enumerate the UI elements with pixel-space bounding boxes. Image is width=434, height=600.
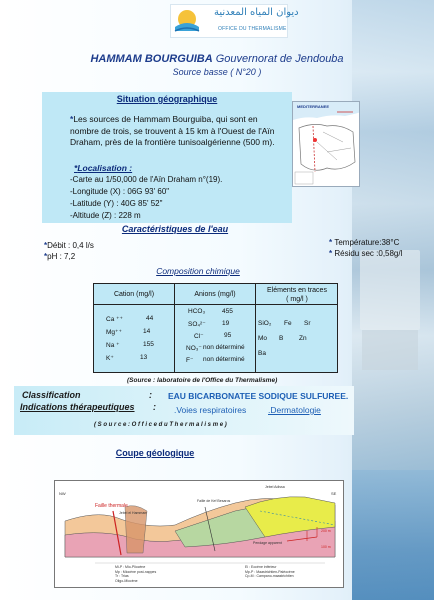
temperature-value: Température:38°C [334, 238, 400, 247]
star-bullet-icon: * [329, 249, 335, 258]
nw-label: NW [59, 491, 66, 496]
anion-name: F⁻ [186, 357, 194, 364]
page-subtitle: Source basse ( N°20 ) [172, 67, 262, 77]
faille-label: Faille thermale [95, 503, 128, 509]
legend-item: Mp : Miocène post-nappes [115, 569, 157, 574]
cation-name: Mg⁺⁺ [106, 329, 122, 336]
traces-header-line1: Eléments en traces [267, 287, 327, 294]
classification-label: Classification [22, 390, 81, 400]
faille-kef-label: Faille de Kef Besaros [197, 499, 231, 503]
table-header-cations: Cation (mg/l) [94, 284, 174, 305]
scale-vertical-label: 200 m [321, 529, 331, 533]
legend-item: Ei : Eocène inférieur [245, 565, 277, 569]
pendage-label: Pendage apparent [253, 541, 282, 545]
anion-value: 95 [224, 332, 232, 339]
cation-name: K⁺ [106, 355, 114, 362]
table-header-traces [256, 284, 338, 305]
decorative-building-photo [360, 250, 420, 330]
debit-value: Débit : 0,4 l/s [47, 241, 94, 250]
logo-french-text: OFFICE DU THERMALISME [218, 26, 287, 32]
debit-item [44, 241, 94, 250]
indications-colon: : [153, 402, 156, 412]
traces-header-line2: ( mg/l ) [286, 296, 308, 303]
star-bullet-icon: * [74, 163, 78, 173]
ph-item [44, 252, 75, 261]
cation-value: 44 [146, 315, 154, 322]
situation-paragraph [70, 114, 288, 149]
trace-element: Ba [258, 350, 266, 357]
situation-text: Les sources de Hammam Bourguiba, qui sont en nombre de trois, se trouvent à 15 km à l'Ouest de l'Aïn Draham, près de la frontière tunisoalgérienne (500 m). [70, 114, 275, 147]
altitude: Altitude (Z) : 228 m [72, 211, 141, 220]
star-bullet-icon: * [329, 238, 335, 247]
indication-respiratory: .Voies respiratoires [174, 405, 247, 415]
trace-element: Sr [304, 320, 311, 327]
characteristics-title: Caractéristiques de l'eau [121, 224, 229, 234]
classification-colon: : [149, 390, 152, 400]
geological-section [54, 480, 344, 588]
trace-element: Fe [284, 320, 292, 327]
scale-horizontal-label: 100 m [321, 545, 331, 549]
title-governorate: Gouvernorat de Jendouba [212, 53, 344, 65]
legend-right [245, 565, 295, 579]
anion-name: NO₃⁻ [186, 345, 202, 352]
classification-value: EAU BICARBONATEE SODIQUE SULFUREE. [168, 391, 349, 401]
map-reference: Carte au 1/50,000 de l'Aïn Draham n°(19). [72, 175, 223, 184]
residu-value: Résidu sec :0,58g/l [334, 249, 403, 258]
cation-name: Ca ⁺⁺ [106, 316, 123, 323]
indications-label: Indications thérapeutiques [20, 402, 135, 412]
cation-name: Na ⁺ [106, 342, 120, 349]
anion-name: SO₄²⁻ [188, 321, 206, 328]
trace-element: B [279, 335, 284, 342]
composition-source: (Source : laboratoire de l'Office du Thermalisme) [127, 377, 278, 384]
situation-title: Situation géographique [116, 94, 218, 104]
trace-element: Mo [258, 335, 268, 342]
source-location-marker-icon [313, 138, 317, 142]
logo-arabic-text: ديوان المياه المعدنية [214, 7, 299, 18]
localisation-title [74, 163, 132, 173]
localisation-label: Localisation : [77, 163, 133, 173]
indication-dermatology: .Dermatologie [268, 405, 321, 415]
legend-item: Cp-M : Campano-maastrichtien [245, 574, 294, 578]
cation-value: 13 [140, 354, 148, 361]
anion-value: 19 [222, 320, 230, 327]
star-bullet-icon: * [44, 252, 48, 261]
star-bullet-icon: * [44, 241, 48, 250]
geology-title: Coupe géologique [115, 448, 195, 458]
title-name: HAMMAM BOURGUIBA [90, 53, 213, 65]
se-label: SE [331, 491, 337, 496]
trace-element: SiO₂ [258, 320, 272, 327]
localisation-item: -Altitude (Z) : 228 m [70, 211, 141, 220]
map-sea-label: MEDITERRANEE [297, 104, 330, 109]
decorative-building-photo [362, 330, 418, 370]
anion-name: Cl⁻ [194, 333, 204, 340]
localisation-item: -Carte au 1/50,000 de l'Aïn Draham n°(19). [70, 175, 223, 184]
location-map [292, 101, 360, 187]
anion-value: non déterminé [203, 356, 245, 363]
localisation-item: -Latitude (Y) : 40G 85' 52" [70, 199, 163, 208]
hammam-label: Jebel el Hammam [119, 511, 148, 515]
longitude: Longitude (X) : 06G 93' 60" [72, 187, 170, 196]
decorative-sea-photo [352, 470, 434, 600]
jebel-adissa-label: Jebel Adissa [265, 485, 285, 489]
temperature-item [329, 238, 399, 247]
page-title [0, 53, 434, 65]
residu-item [329, 249, 402, 258]
legend-item: Mp-P : Maastrichtien-Paléocène [245, 569, 295, 574]
legend-item: Oligo-Miocène [115, 578, 138, 583]
cation-value: 14 [143, 328, 151, 335]
latitude: Latitude (Y) : 40G 85' 52" [72, 199, 163, 208]
trace-element: Zn [299, 335, 307, 342]
ph-value: pH : 7,2 [47, 252, 76, 261]
anion-name: HCO₃ [188, 308, 206, 315]
composition-table [93, 283, 338, 373]
composition-title: Composition chimique [156, 266, 240, 276]
legend-left [115, 565, 156, 583]
star-bullet-icon: * [70, 114, 74, 124]
legend-item: Tr : Trias [115, 574, 129, 578]
legend-item: Mi-P : Mio-Pliocène [115, 565, 146, 569]
classification-source: ( S o u r c e : O f f i c e d u T h e r m a l i s m e ) [94, 422, 227, 428]
cation-value: 155 [143, 341, 154, 348]
table-header-anions: Anions (mg/l) [175, 284, 255, 305]
localisation-item: -Longitude (X) : 06G 93' 60" [70, 187, 170, 196]
anion-value: non déterminé [203, 344, 245, 351]
anion-value: 455 [222, 308, 233, 315]
